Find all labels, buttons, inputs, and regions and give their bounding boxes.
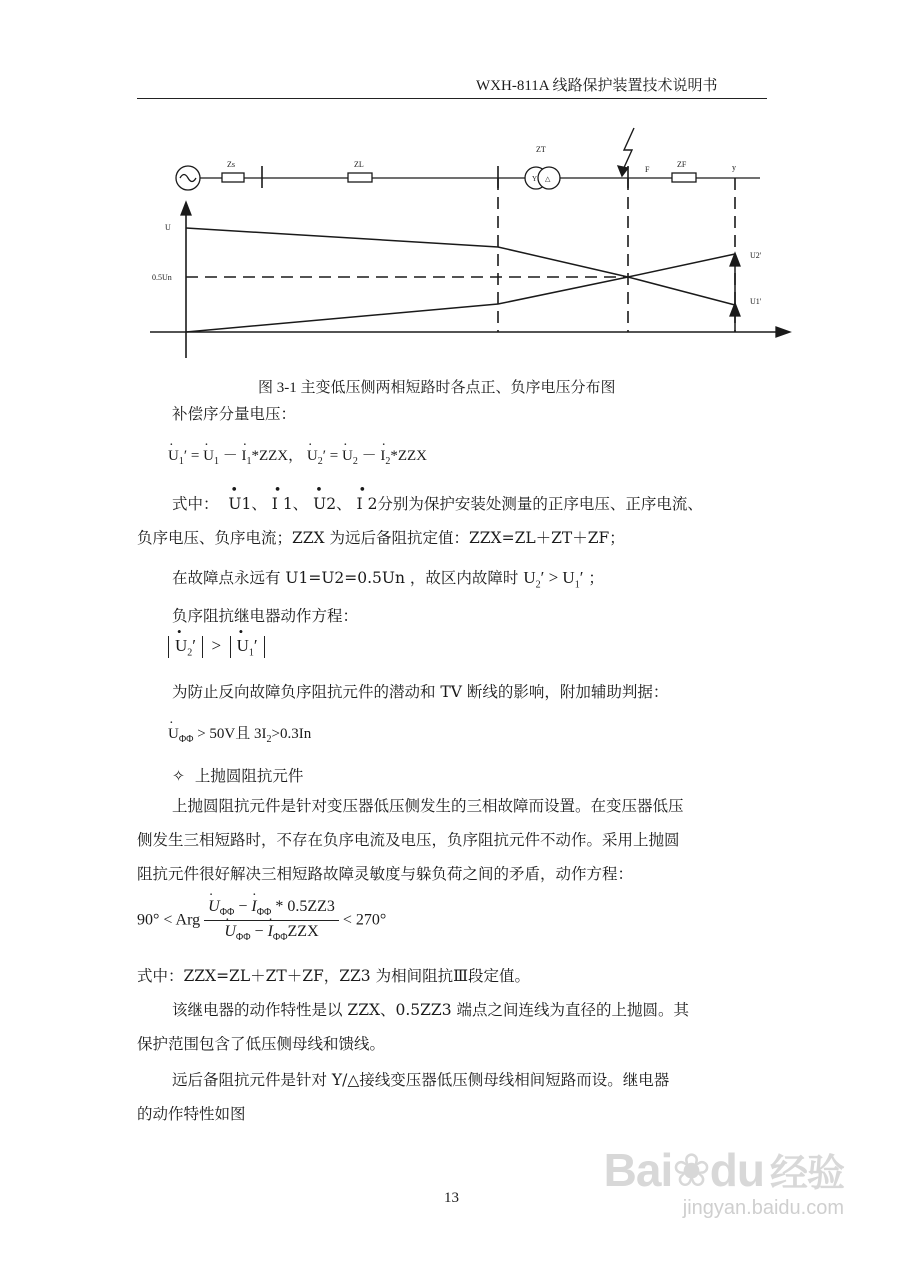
paw-icon: ❀ — [672, 1144, 710, 1196]
page-number: 13 — [444, 1190, 459, 1206]
equation-neg-seq: • $U_2'$ > • $U_1'$ — [168, 636, 265, 658]
label-zt: ZT — [536, 145, 546, 154]
equation-compensated: · $U_1'$ = · $U_1$ － · $I_1*ZZX$， · $U_2'$ = · $U_2$ － · $I_2*ZZX$ — [168, 444, 427, 467]
paragraph-upper-circle-2: 侧发生三相短路时，不存在负序电流及电压，负序阻抗元件不动作。采用上抛圆 — [137, 831, 680, 849]
running-header: WXH-811A 线路保护装置技术说明书 — [476, 78, 718, 94]
paragraph-fault-point: 在故障点永远有 U1=U2=0.5Un ，故区内故障时 $U_2' > U_1'$ ； — [172, 568, 604, 591]
label-y: Y — [532, 175, 538, 183]
eq1-u2: · U — [307, 448, 318, 465]
eq1-zzx: *ZZX， — [251, 448, 304, 464]
figure-caption: 图 3-1 主变低压侧两相短路时各点正、负序电压分布图 — [258, 380, 616, 396]
diamond-bullet-icon: ✧ — [172, 767, 185, 785]
paragraph-where-cont: 负序电压、负序电流；ZZX 为远后备阻抗定值：ZZX=ZL＋ZT＋ZF； — [137, 529, 625, 547]
bullet-upper-circle: ✧ 上抛圆阻抗元件 — [172, 767, 304, 785]
paragraph-where: 式中： • U1、 • I 1、 • U2、 • I 2分别为保护安装处测量的正序电压、正序电流、 — [172, 492, 703, 514]
label-u: U — [165, 223, 171, 232]
zf-impedance — [672, 173, 696, 182]
baidu-watermark: Bai❀du 经验 jingyan.baidu.com — [603, 1144, 844, 1219]
paragraph-backup-2: 的动作特性如图 — [137, 1105, 246, 1123]
u2-curve — [186, 254, 735, 332]
zl-impedance — [348, 173, 372, 182]
paragraph-where-2: 式中：ZZX=ZL＋ZT＋ZF，ZZ3 为相间阻抗Ⅲ段定值。 — [137, 967, 531, 985]
header-rule — [137, 98, 767, 99]
voltage-distribution-figure — [150, 120, 800, 360]
label-u2p: U2' — [750, 251, 762, 260]
source-sine — [180, 175, 196, 182]
eq1-i2: · I — [380, 448, 385, 465]
equation-auxiliary: · $U_{\Phi\Phi} > 50V$且 $3I_2>0.3In$ — [168, 722, 311, 745]
u1-arrowhead — [730, 303, 740, 316]
eq1-zzx2: *ZZX — [390, 448, 427, 464]
paragraph-neg-seq-equation-label: 负序阻抗继电器动作方程： — [172, 607, 359, 625]
label-f: F — [645, 165, 650, 174]
label-u1p: U1' — [750, 297, 762, 306]
label-zs: Zs — [227, 160, 235, 169]
fault-lightning — [622, 128, 634, 172]
eq1-u1: · U — [168, 448, 179, 465]
equation-arg: 90° < Arg · $U_{\Phi\Phi}$ − · $I_{\Phi\Phi} * 0.5ZZ3$ · $U_{\Phi\Phi}$ − · $I_{\Phi\Phi}ZZX$ < 270° — [137, 898, 386, 943]
label-zf: ZF — [677, 160, 687, 169]
y-axis-arrow — [181, 202, 191, 215]
eq1-minus: － — [222, 448, 238, 464]
eq1-u1-rhs-sub: 1 — [213, 456, 219, 467]
paragraph-upper-circle-1: 上抛圆阻抗元件是针对变压器低压侧发生的三相故障而设置。在变压器低压 — [172, 797, 684, 815]
x-axis-arrow — [776, 327, 790, 337]
paragraph-auxiliary: 为防止反向故障负序阻抗元件的潜动和 TV 断线的影响，附加辅助判据： — [172, 683, 669, 701]
label-delta: △ — [545, 175, 551, 183]
paragraph-characteristic-2: 保护范围包含了低压侧母线和馈线。 — [137, 1035, 386, 1053]
label-y-node: y — [732, 163, 736, 172]
paragraph-upper-circle-3: 阻抗元件很好解决三相短路故障灵敏度与躲负荷之间的矛盾，动作方程： — [137, 865, 634, 883]
fault-arrowhead — [618, 166, 628, 176]
u1-curve — [186, 228, 735, 305]
eq1-i1: · I — [241, 448, 246, 465]
label-half-un: 0.5Un — [152, 273, 172, 282]
eq1-i1-sub: 1 — [246, 456, 252, 467]
eq1-u2-rhs: · U — [342, 448, 353, 465]
eq1-u1-rhs: · U — [203, 448, 214, 465]
eq1-u2-rhs-sub: 2 — [352, 456, 358, 467]
zs-impedance — [222, 173, 244, 182]
eq1-u1-sub: 1 — [178, 456, 184, 467]
paragraph-compensated-voltage: 补偿序分量电压： — [172, 405, 297, 423]
eq1-u2-sub: 2 — [317, 456, 323, 467]
label-zl: ZL — [354, 160, 364, 169]
eq1-i2-sub: 2 — [385, 456, 391, 467]
paragraph-backup-1: 远后备阻抗元件是针对 Y/△接线变压器低压侧母线相间短路而设。继电器 — [172, 1071, 670, 1089]
paragraph-characteristic-1: 该继电器的动作特性是以 ZZX、0.5ZZ3 端点之间连线为直径的上抛圆。其 — [172, 1001, 689, 1019]
